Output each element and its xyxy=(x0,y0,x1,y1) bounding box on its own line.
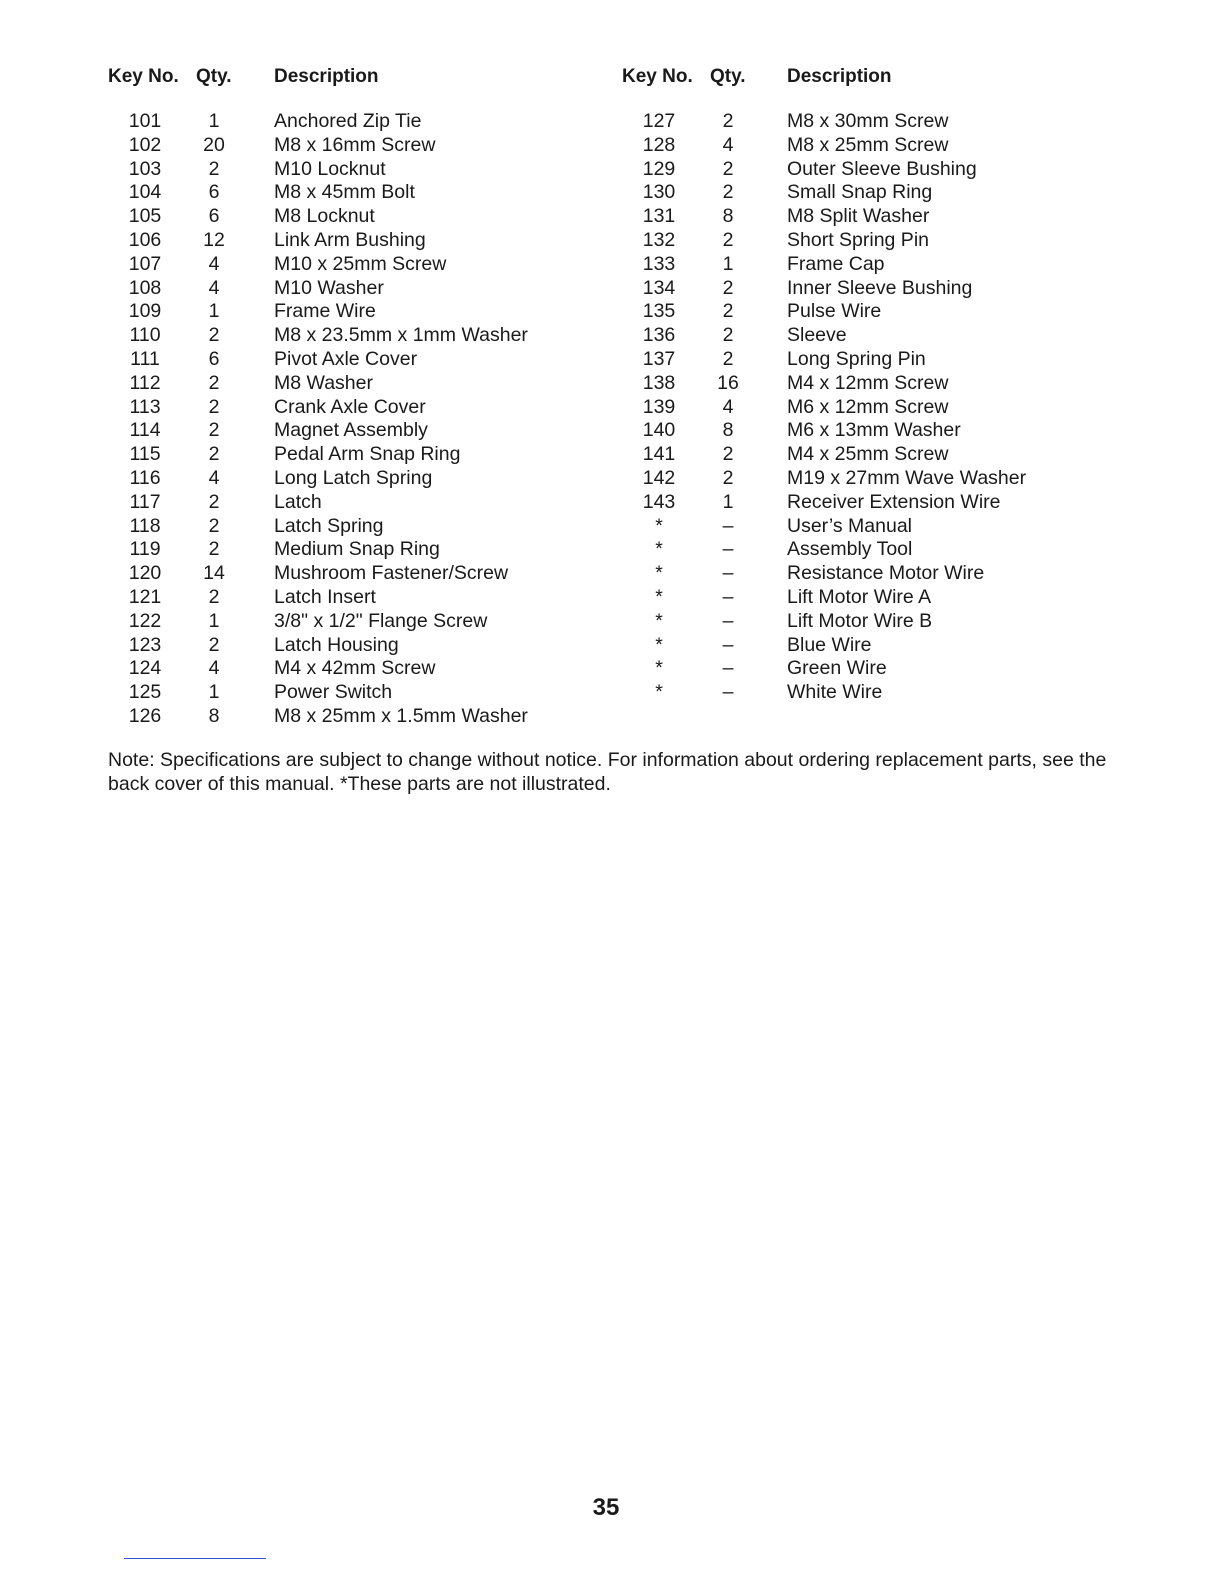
table-row xyxy=(622,253,1062,277)
part-description: White Wire xyxy=(787,681,883,704)
part-key-no: 120 xyxy=(128,562,162,585)
part-key-no: 132 xyxy=(642,228,676,251)
part-key-no: * xyxy=(655,562,663,585)
table-row xyxy=(108,634,568,658)
part-description: Outer Sleeve Bushing xyxy=(787,157,977,180)
part-qty: 2 xyxy=(722,228,734,251)
part-qty: 2 xyxy=(208,157,220,180)
part-key-no: 123 xyxy=(128,633,162,656)
part-description: Latch Insert xyxy=(274,585,376,608)
table-row xyxy=(108,491,568,515)
part-description: Resistance Motor Wire xyxy=(787,562,985,585)
qty-header: Qty. xyxy=(196,66,232,87)
part-description: Lift Motor Wire A xyxy=(787,585,932,608)
part-description: Crank Axle Cover xyxy=(274,395,426,418)
part-qty: 8 xyxy=(722,419,734,442)
part-description: Magnet Assembly xyxy=(274,419,428,442)
part-key-no: 113 xyxy=(129,395,161,418)
part-qty: – xyxy=(722,585,734,608)
part-key-no: 108 xyxy=(128,276,162,299)
part-qty: 4 xyxy=(208,276,220,299)
part-key-no: 143 xyxy=(642,490,676,513)
part-key-no: 102 xyxy=(128,133,162,156)
part-key-no: 118 xyxy=(129,514,161,537)
parts-list-left xyxy=(108,66,568,729)
part-qty: 1 xyxy=(722,490,734,513)
part-qty: 8 xyxy=(208,704,220,727)
part-qty: 2 xyxy=(208,324,220,347)
part-qty: 6 xyxy=(208,181,220,204)
part-key-no: 121 xyxy=(128,585,162,608)
part-description: Short Spring Pin xyxy=(787,228,929,251)
table-row xyxy=(108,705,568,729)
part-key-no: 109 xyxy=(128,300,162,323)
part-qty: 2 xyxy=(722,466,734,489)
table-row xyxy=(622,657,1062,681)
table-row xyxy=(622,681,1062,705)
part-description: User’s Manual xyxy=(787,514,912,537)
table-row xyxy=(622,515,1062,539)
part-qty: 4 xyxy=(722,133,734,156)
table-row xyxy=(622,396,1062,420)
part-key-no: 110 xyxy=(129,324,161,347)
part-description: Pivot Axle Cover xyxy=(274,347,418,370)
part-qty: 2 xyxy=(722,276,734,299)
part-key-no: 105 xyxy=(128,205,162,228)
table-row xyxy=(108,443,568,467)
part-description: Frame Cap xyxy=(787,252,885,275)
part-qty: – xyxy=(722,538,734,561)
part-qty: 2 xyxy=(722,300,734,323)
part-qty: 4 xyxy=(722,395,734,418)
part-qty: 1 xyxy=(208,300,220,323)
part-key-no: 114 xyxy=(129,419,161,442)
part-qty: – xyxy=(722,562,734,585)
table-row xyxy=(108,158,568,182)
table-row xyxy=(622,181,1062,205)
table-row xyxy=(108,300,568,324)
part-key-no: * xyxy=(655,609,663,632)
table-row xyxy=(108,538,568,562)
table-header xyxy=(108,66,568,94)
table-row xyxy=(108,515,568,539)
part-qty: 2 xyxy=(722,157,734,180)
table-row xyxy=(622,586,1062,610)
table-row xyxy=(108,253,568,277)
part-key-no: 125 xyxy=(128,681,162,704)
part-description: M19 x 27mm Wave Washer xyxy=(787,466,1027,489)
part-qty: 1 xyxy=(722,252,734,275)
table-row xyxy=(108,562,568,586)
table-row xyxy=(108,419,568,443)
part-key-no: 131 xyxy=(642,205,676,228)
part-description: Latch Spring xyxy=(274,514,384,537)
part-description: M6 x 12mm Screw xyxy=(787,395,949,418)
part-description: Link Arm Bushing xyxy=(274,228,426,251)
part-qty: – xyxy=(722,514,734,537)
part-description: M10 Locknut xyxy=(274,157,386,180)
table-row xyxy=(622,324,1062,348)
part-qty: 4 xyxy=(208,466,220,489)
part-description: M8 Split Washer xyxy=(787,205,930,228)
part-description: Lift Motor Wire B xyxy=(787,609,933,632)
qty-header: Qty. xyxy=(710,66,746,87)
part-key-no: 141 xyxy=(642,443,676,466)
part-description: Receiver Extension Wire xyxy=(787,490,1001,513)
part-key-no: * xyxy=(655,514,663,537)
part-qty: 2 xyxy=(208,371,220,394)
part-qty: 20 xyxy=(203,133,225,156)
part-key-no: 112 xyxy=(129,371,161,394)
part-qty: 2 xyxy=(208,514,220,537)
table-row xyxy=(622,562,1062,586)
part-description: Mushroom Fastener/Screw xyxy=(274,562,509,585)
part-description: Frame Wire xyxy=(274,300,376,323)
table-row xyxy=(622,205,1062,229)
part-qty: 2 xyxy=(208,633,220,656)
part-description: M4 x 25mm Screw xyxy=(787,443,949,466)
part-key-no: 133 xyxy=(642,252,676,275)
table-row xyxy=(108,396,568,420)
part-description: Power Switch xyxy=(274,681,393,704)
table-row xyxy=(622,419,1062,443)
part-key-no: 129 xyxy=(642,157,676,180)
table-row xyxy=(622,443,1062,467)
part-key-no: 103 xyxy=(128,157,162,180)
specifications-note: Note: Specifications are subject to change without notice. For information about ordering replacement parts, see the back cover of this manual. *These parts are not illustrated. xyxy=(108,749,1107,795)
page-number: 35 xyxy=(592,1494,620,1521)
parts-rows xyxy=(108,110,568,729)
part-key-no: * xyxy=(655,633,663,656)
part-key-no: 136 xyxy=(642,324,676,347)
table-row xyxy=(622,372,1062,396)
table-row xyxy=(622,158,1062,182)
part-description: M8 Washer xyxy=(274,371,373,394)
part-key-no: * xyxy=(655,585,663,608)
part-key-no: 111 xyxy=(130,347,160,370)
part-key-no: 101 xyxy=(128,110,162,132)
part-description: Pulse Wire xyxy=(787,300,882,323)
part-description: M8 x 25mm Screw xyxy=(787,133,949,156)
part-qty: 16 xyxy=(717,371,739,394)
part-qty: 2 xyxy=(722,324,734,347)
part-description: Latch Housing xyxy=(274,633,399,656)
part-key-no: * xyxy=(655,657,663,680)
table-row xyxy=(108,205,568,229)
part-key-no: 119 xyxy=(129,538,161,561)
part-description: M8 x 16mm Screw xyxy=(274,133,436,156)
part-description: Long Spring Pin xyxy=(787,347,926,370)
table-row xyxy=(622,348,1062,372)
part-qty: – xyxy=(722,681,734,704)
part-description: Latch xyxy=(274,490,322,513)
part-qty: 2 xyxy=(208,419,220,442)
description-header: Description xyxy=(787,66,892,87)
part-qty: 2 xyxy=(208,395,220,418)
part-qty: 2 xyxy=(208,538,220,561)
table-row xyxy=(622,610,1062,634)
part-qty: 1 xyxy=(208,110,220,132)
part-key-no: * xyxy=(655,681,663,704)
table-row xyxy=(108,681,568,705)
part-key-no: 138 xyxy=(642,371,676,394)
part-key-no: 134 xyxy=(642,276,676,299)
part-qty: 14 xyxy=(203,562,225,585)
part-key-no: 127 xyxy=(642,110,676,132)
table-header xyxy=(622,66,1062,94)
part-qty: 2 xyxy=(208,585,220,608)
part-description: M8 x 30mm Screw xyxy=(787,110,949,132)
part-description: Medium Snap Ring xyxy=(274,538,440,561)
part-description: Anchored Zip Tie xyxy=(274,110,422,132)
part-qty: 2 xyxy=(722,347,734,370)
part-qty: – xyxy=(722,633,734,656)
table-row xyxy=(108,348,568,372)
part-description: Small Snap Ring xyxy=(787,181,933,204)
part-key-no: 139 xyxy=(642,395,676,418)
part-description: M8 x 25mm x 1.5mm Washer xyxy=(274,704,528,727)
part-description: Long Latch Spring xyxy=(274,466,433,489)
part-qty: 1 xyxy=(208,681,220,704)
table-row xyxy=(108,610,568,634)
table-row xyxy=(622,491,1062,515)
part-key-no: 104 xyxy=(128,181,162,204)
part-qty: 4 xyxy=(208,252,220,275)
part-description: M6 x 13mm Washer xyxy=(787,419,961,442)
part-key-no: 140 xyxy=(642,419,676,442)
table-row xyxy=(622,277,1062,301)
part-key-no: 124 xyxy=(128,657,162,680)
part-key-no: 107 xyxy=(128,252,162,275)
table-row xyxy=(622,538,1062,562)
part-key-no: 137 xyxy=(642,347,676,370)
table-row xyxy=(108,372,568,396)
part-description: M8 x 23.5mm x 1mm Washer xyxy=(274,324,528,347)
table-row xyxy=(622,110,1062,134)
table-row xyxy=(108,229,568,253)
part-description: Inner Sleeve Bushing xyxy=(787,276,973,299)
part-qty: 2 xyxy=(722,110,734,132)
footer-link-underline xyxy=(124,1558,266,1559)
table-row xyxy=(108,110,568,134)
table-row xyxy=(622,134,1062,158)
key-no-header: Key No. xyxy=(622,66,693,87)
part-qty: 2 xyxy=(722,443,734,466)
part-key-no: 128 xyxy=(642,133,676,156)
part-key-no: 142 xyxy=(642,466,676,489)
table-row xyxy=(108,277,568,301)
part-key-no: 115 xyxy=(129,443,161,466)
part-description: Assembly Tool xyxy=(787,538,913,561)
part-description: M4 x 12mm Screw xyxy=(787,371,949,394)
part-key-no: * xyxy=(655,538,663,561)
part-qty: 6 xyxy=(208,205,220,228)
parts-rows xyxy=(622,110,1062,705)
parts-list-right xyxy=(622,66,1062,705)
part-qty: – xyxy=(722,657,734,680)
key-no-header: Key No. xyxy=(108,66,179,87)
part-description: Sleeve xyxy=(787,324,847,347)
part-qty: 12 xyxy=(203,228,225,251)
part-qty: 1 xyxy=(208,609,220,632)
table-row xyxy=(622,634,1062,658)
part-qty: 2 xyxy=(208,443,220,466)
part-qty: – xyxy=(722,609,734,632)
part-qty: 2 xyxy=(208,490,220,513)
part-description: M8 Locknut xyxy=(274,205,375,228)
part-key-no: 135 xyxy=(642,300,676,323)
table-row xyxy=(622,467,1062,491)
table-row xyxy=(108,134,568,158)
table-row xyxy=(108,657,568,681)
part-description: M10 x 25mm Screw xyxy=(274,252,447,275)
part-description: M10 Washer xyxy=(274,276,384,299)
table-row xyxy=(108,586,568,610)
table-row xyxy=(108,324,568,348)
part-qty: 8 xyxy=(722,205,734,228)
part-description: Pedal Arm Snap Ring xyxy=(274,443,461,466)
part-key-no: 122 xyxy=(128,609,162,632)
part-description: M4 x 42mm Screw xyxy=(274,657,436,680)
part-key-no: 117 xyxy=(129,490,161,513)
part-key-no: 130 xyxy=(642,181,676,204)
part-qty: 2 xyxy=(722,181,734,204)
part-description: 3/8" x 1/2" Flange Screw xyxy=(274,609,488,632)
part-description: Green Wire xyxy=(787,657,887,680)
table-row xyxy=(622,229,1062,253)
part-qty: 4 xyxy=(208,657,220,680)
part-key-no: 106 xyxy=(128,228,162,251)
part-key-no: 126 xyxy=(128,704,162,727)
part-key-no: 116 xyxy=(129,466,161,489)
part-description: M8 x 45mm Bolt xyxy=(274,181,415,204)
part-description: Blue Wire xyxy=(787,633,872,656)
part-qty: 6 xyxy=(208,347,220,370)
table-row xyxy=(108,467,568,491)
table-row xyxy=(622,300,1062,324)
table-row xyxy=(108,181,568,205)
description-header: Description xyxy=(274,66,379,87)
